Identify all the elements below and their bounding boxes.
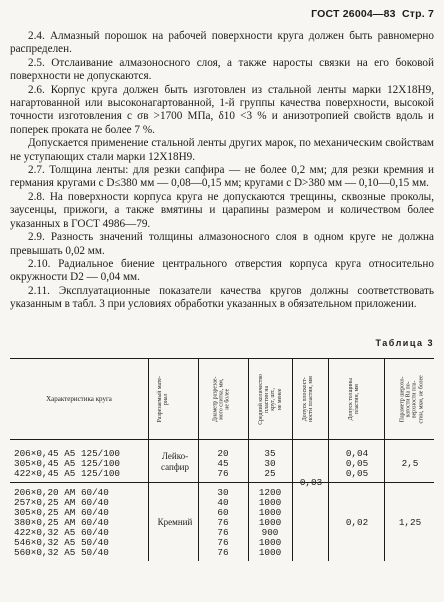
- header-flatness: Допуск плоскост- ности пластин, мм: [301, 376, 315, 422]
- table-cell: 76: [217, 468, 229, 479]
- table-cell: 900: [261, 527, 279, 538]
- table-cell: 35: [264, 448, 276, 459]
- paragraph: 2.10. Радиальное биение центрального отверстия корпуса круга относительно окружности D2 — 0,04 мм.: [10, 257, 434, 284]
- table-cell: 206×0,45 А5 125/100: [14, 448, 121, 459]
- table-cell: 206×0,20 АМ 60/40: [14, 487, 109, 498]
- data-table: [10, 358, 434, 561]
- paragraph: 2.9. Разность значений толщины алмазоносного слоя в одном круге не должна превышать 0,02 мм.: [10, 231, 434, 257]
- table-cell: 1000: [258, 507, 282, 518]
- table-cell: 60: [217, 507, 229, 518]
- table-cell: 0,04: [345, 448, 369, 459]
- header-thickness: Допуск толщины пластин, мм: [347, 377, 360, 421]
- table-cell: 30: [264, 458, 276, 469]
- table-cell: 76: [217, 537, 229, 548]
- paragraph: 2.5. Отслаивание алмазоносного слоя, а также наросты связки на его боковой поверхности не допускаются.: [10, 56, 434, 83]
- body-text: [10, 30, 434, 312]
- table-cell: 422×0,45 А5 125/100: [14, 468, 121, 479]
- table-cell: 76: [217, 517, 229, 528]
- paragraph: 2.11. Эксплуатационные показатели качества кругов должны соответствовать указанным в табл. 3 при условиях обработки указанных в обязательном приложении.: [10, 284, 434, 311]
- header-characteristic: Характеристика круга: [46, 395, 112, 403]
- table-cell: 2,5: [401, 458, 419, 469]
- page-header: [311, 8, 434, 20]
- header-diameter: Диаметр разрезае- мого слитка, мм, не более: [212, 376, 232, 422]
- table-cell: 546×0,32 А5 50/40: [14, 537, 109, 548]
- paragraph: 2.6. Корпус круга должен быть изготовлен из стальной ленты марки 12Х18Н9, нагартованной или высоконагартованной, 1-й группы качества поверхности, высокой точности изготовления с σв >1700 МПа, δ10 <3 % и анизотропией свойств вдоль и поперек проката не более 7 %.: [10, 83, 434, 136]
- table-cell: 257×0,25 АМ 60/40: [14, 497, 109, 508]
- table-cell: 0,05: [345, 468, 369, 479]
- group-silicon: [10, 477, 434, 561]
- paragraph: Допускается применение стальной ленты других марок, по механическим свойствам не уступающих стали марки 12Х18Н9.: [10, 137, 434, 163]
- table-cell: 0,03: [299, 477, 323, 488]
- table-cell: 76: [217, 547, 229, 558]
- material-sapphire: Лейко- сапфир: [161, 451, 189, 472]
- paragraph: 2.4. Алмазный порошок на рабочей поверхности круга должен быть равномерно распределен.: [10, 30, 434, 56]
- group-sapphire: [10, 440, 434, 482]
- table-cell: 30: [217, 487, 229, 498]
- table-cell: 1,25: [398, 517, 422, 528]
- table-cell: 25: [264, 468, 276, 479]
- table-caption: Таблица 3: [375, 338, 434, 348]
- table-cell: 1000: [258, 537, 282, 548]
- header-count: Средний количество пластин на круг, шт., не менее: [257, 373, 283, 425]
- table-cell: 380×0,25 АМ 60/40: [14, 517, 109, 528]
- table-cell: 1000: [258, 547, 282, 558]
- table-cell: 0,02: [345, 517, 369, 528]
- table-cell: 76: [217, 527, 229, 538]
- table-cell: 422×0,32 А5 60/40: [14, 527, 109, 538]
- table-cell: 0,05: [345, 458, 369, 469]
- table-cell: 305×0,25 АМ 60/40: [14, 507, 109, 518]
- table-cell: 305×0,45 А5 125/100: [14, 458, 121, 469]
- page-number: Стр. 7: [401, 8, 434, 20]
- paragraph: 2.8. На поверхности корпуса круга не допускаются трещины, сквозные проколы, заусенцы, прижоги, а также вмятины и царапины размером и количеством более указанных в ГОСТ 4986—79.: [10, 190, 434, 230]
- table-cell: 1000: [258, 517, 282, 528]
- table-cell: 20: [217, 448, 229, 459]
- table-cell: 1000: [258, 497, 282, 508]
- paragraph: 2.7. Толщина ленты: для резки сапфира — не более 0,2 мм; для резки кремния и германия кругами с D≤380 мм — 0,08—0,15 мм; кругами с D>380 мм — 0,10—0,15 мм.: [10, 164, 434, 190]
- table-header: [10, 358, 434, 440]
- table-cell: 1200: [258, 487, 282, 498]
- table-cell: 560×0,32 А5 50/40: [14, 547, 109, 558]
- material-silicon: Кремний: [157, 517, 193, 527]
- table-cell: 40: [217, 497, 229, 508]
- header-material: Разрезаемый мате- риал: [156, 375, 169, 423]
- header-roughness: Параметр шерохо- ватости Ra по- верхности пла- стин, мкм, не более: [399, 374, 425, 424]
- table-cell: 45: [217, 458, 229, 469]
- gost-number: ГОСТ 26004—83: [311, 8, 396, 20]
